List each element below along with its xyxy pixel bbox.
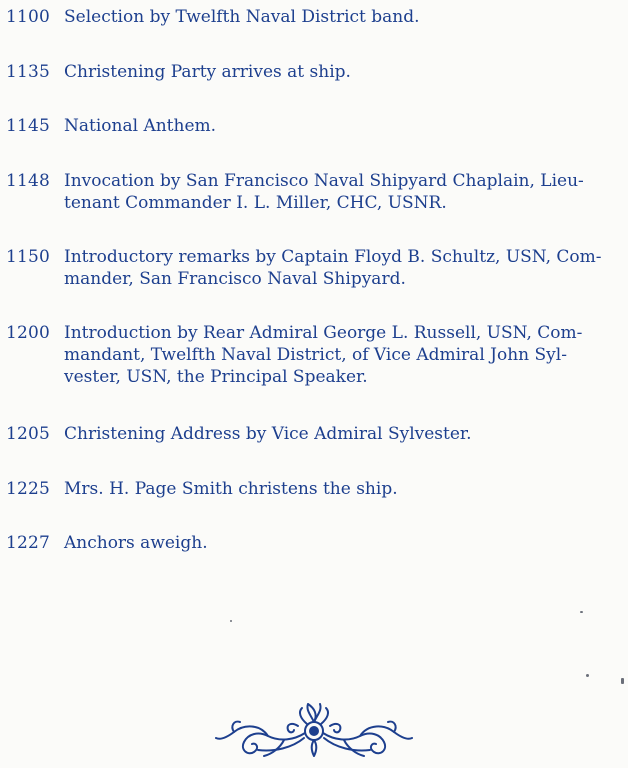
- program-item: [6, 170, 622, 214]
- program-item: [6, 423, 622, 445]
- item-description: [64, 322, 622, 388]
- paper-speck: [230, 620, 232, 622]
- item-line: Anchors aweigh.: [64, 533, 208, 553]
- item-line: Mrs. H. Page Smith christens the ship.: [64, 479, 398, 499]
- item-description: [64, 478, 622, 500]
- paper-speck: [586, 674, 589, 677]
- item-description: [64, 246, 622, 290]
- item-line: vester, USN, the Principal Speaker.: [64, 367, 368, 387]
- item-line: Introduction by Rear Admiral George L. Russell, USN, Com-: [64, 323, 583, 343]
- scroll-flourish-ornament-icon: [214, 700, 414, 762]
- item-time: 1145: [6, 116, 51, 136]
- item-line: mandant, Twelfth Naval District, of Vice Admiral John Syl-: [64, 345, 567, 365]
- program-item: [6, 532, 622, 554]
- paper-speck: [621, 678, 624, 684]
- item-description: [64, 6, 622, 28]
- item-time: 1227: [6, 533, 51, 553]
- program-item: [6, 478, 622, 500]
- program-item: [6, 115, 622, 137]
- item-line: Selection by Twelfth Naval District band.: [64, 7, 420, 27]
- item-line: mander, San Francisco Naval Shipyard.: [64, 269, 406, 289]
- item-description: [64, 115, 622, 137]
- item-line: Invocation by San Francisco Naval Shipyard Chaplain, Lieu-: [64, 171, 584, 191]
- program-item: [6, 61, 622, 83]
- item-time: 1148: [6, 171, 51, 191]
- item-description: [64, 423, 622, 445]
- item-line: National Anthem.: [64, 116, 217, 136]
- item-time: 1225: [6, 479, 51, 499]
- item-line: Christening Party arrives at ship.: [64, 62, 351, 82]
- item-time: 1205: [6, 424, 51, 444]
- item-time: 1150: [6, 247, 51, 267]
- item-line: tenant Commander I. L. Miller, CHC, USNR.: [64, 193, 447, 213]
- program-item: [6, 322, 622, 388]
- item-time: 1100: [6, 7, 51, 27]
- item-description: [64, 532, 622, 554]
- item-line: Introductory remarks by Captain Floyd B. Schultz, USN, Com-: [64, 247, 602, 267]
- paper-speck: [580, 611, 583, 613]
- item-time: 1200: [6, 323, 51, 343]
- program-item: [6, 246, 622, 290]
- item-description: [64, 170, 622, 214]
- item-time: 1135: [6, 62, 51, 82]
- program-item: [6, 6, 622, 28]
- item-line: Christening Address by Vice Admiral Sylvester.: [64, 424, 472, 444]
- item-description: [64, 61, 622, 83]
